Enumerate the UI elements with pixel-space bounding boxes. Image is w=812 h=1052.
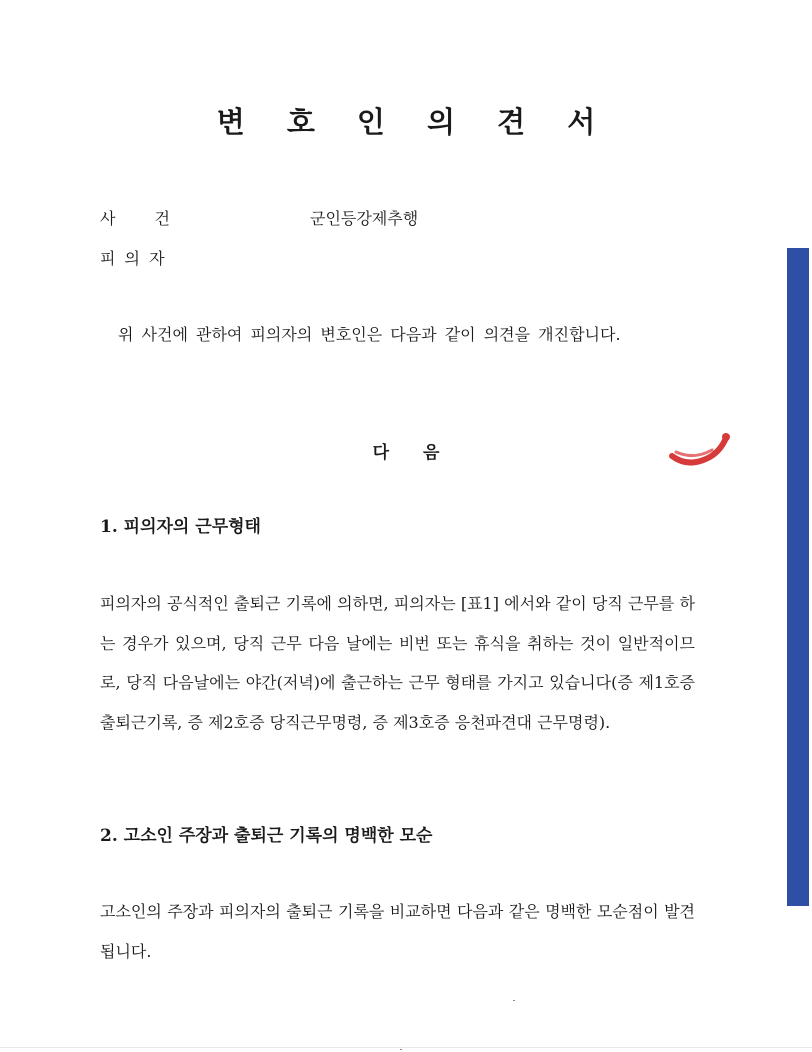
blue-side-bar: [787, 248, 809, 906]
section-1-heading: 1. 피의자의 근무형태: [100, 517, 261, 537]
case-label: 사 건: [100, 209, 170, 228]
section-1-body: 피의자의 공식적인 출퇴근 기록에 의하면, 피의자는 [표1] 에서와 같이 당직 근무를 하는 경우가 있으며, 당직 근무 다음 날에는 비번 또는 휴식을 취하는 것이 일반적이므로, 당직 다음날에는 야간(저녁)에 출근하는 근무 형태를 가지고 있습니다(증 제1호증 출퇴근기록, 증 제2호증 당직근무명령, 증 제3호증 응천파견대 근무명령).: [100, 594, 695, 732]
scan-speck: [400, 1049, 402, 1050]
red-seal-stamp-icon: [668, 428, 732, 468]
center-heading: 다 음: [372, 443, 440, 463]
page-bottom-edge: [0, 1047, 812, 1048]
suspect-row: [100, 246, 310, 269]
intro-paragraph: 위 사건에 관하여 피의자의 변호인은 다음과 같이 의견을 개진합니다.: [118, 325, 621, 344]
suspect-label: 피 의 자: [100, 249, 165, 268]
case-row: [100, 206, 418, 229]
case-value: 군인등강제추행: [310, 209, 419, 228]
section-2-heading: 2. 고소인 주장과 출퇴근 기록의 명백한 모순: [100, 826, 433, 846]
document-title: 변 호 인 의 견 서: [216, 105, 612, 139]
section-2-body: 고소인의 주장과 피의자의 출퇴근 기록을 비교하면 다음과 같은 명백한 모순점이 발견됩니다.: [100, 902, 695, 961]
scan-speck: [513, 1000, 515, 1001]
